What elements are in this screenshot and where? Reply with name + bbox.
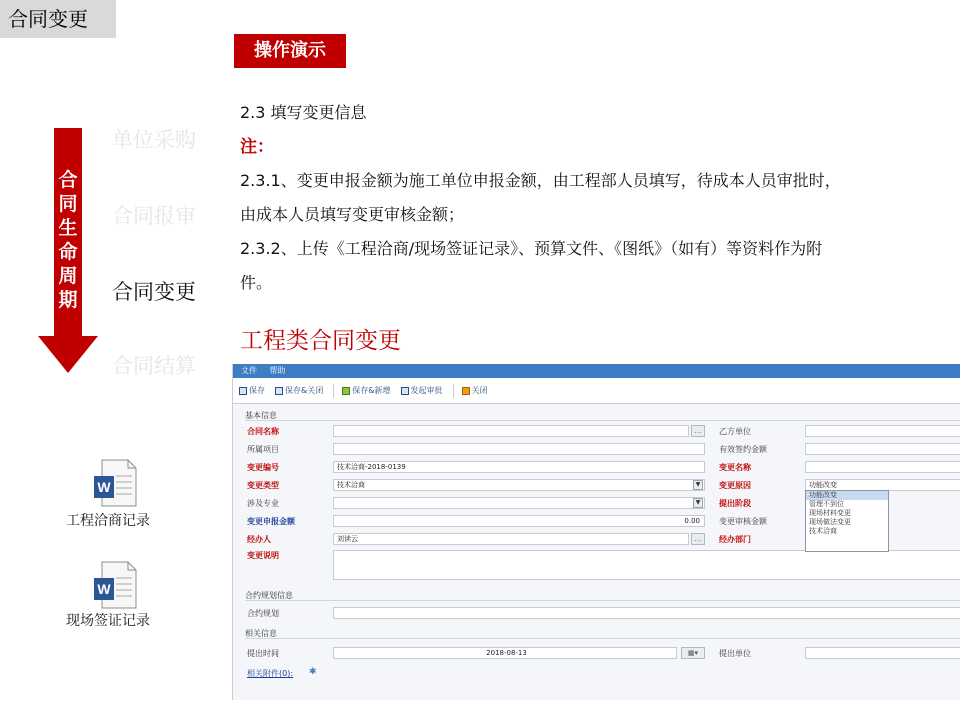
dropdown-option[interactable]: 现场材料变更 bbox=[809, 509, 851, 517]
save-new-icon bbox=[342, 387, 350, 395]
label-specialty: 涉及专业 bbox=[247, 499, 279, 508]
menu-file[interactable]: 文件 bbox=[241, 366, 257, 375]
group-basic-info: 基本信息 bbox=[245, 411, 277, 420]
instruction-line: 件。 bbox=[240, 273, 273, 292]
chevron-down-icon[interactable]: ▼ bbox=[693, 480, 703, 490]
chevron-down-icon[interactable]: ▼ bbox=[693, 498, 703, 508]
lifecycle-label: 合 同 生 命 周 期 bbox=[58, 169, 78, 311]
label-stage: 提出阶段 bbox=[719, 499, 751, 508]
label-plan: 合约规划 bbox=[247, 609, 279, 618]
change-form-window bbox=[232, 364, 960, 700]
svg-text:W: W bbox=[97, 581, 111, 597]
dropdown-option[interactable]: 功能改变 bbox=[806, 491, 888, 500]
label-valid-amount: 有效签约金额 bbox=[719, 445, 767, 454]
doc-caption-negotiation: 工程洽商记录 bbox=[66, 513, 150, 529]
change-name-field[interactable] bbox=[805, 461, 960, 473]
valid-amount-field[interactable] bbox=[805, 443, 960, 455]
stage-purchase: 单位采购 bbox=[112, 128, 196, 152]
attachments-link[interactable]: 相关附件(0): bbox=[247, 669, 294, 678]
change-reason-dropdown bbox=[805, 490, 889, 552]
description-textarea[interactable] bbox=[333, 550, 960, 580]
toolbar-divider bbox=[333, 384, 334, 398]
handler-field[interactable]: 刘读云 bbox=[333, 533, 689, 545]
label-handler: 经办人 bbox=[247, 535, 271, 544]
label-proposed-time: 提出时间 bbox=[247, 649, 279, 658]
save-icon bbox=[239, 387, 247, 395]
change-reason-select[interactable]: 功能改变 bbox=[805, 479, 960, 491]
dropdown-option[interactable]: 现场做法变更 bbox=[809, 518, 851, 526]
approval-icon bbox=[401, 387, 409, 395]
close-icon bbox=[462, 387, 470, 395]
instruction-line: 由成本人员填写变更审核金额； bbox=[240, 205, 465, 224]
group-divider bbox=[245, 600, 960, 601]
label-change-name: 变更名称 bbox=[719, 463, 751, 472]
calendar-icon[interactable]: ▦▾ bbox=[681, 647, 705, 659]
label-change-reason: 变更原因 bbox=[719, 481, 751, 490]
user-picker-icon[interactable]: … bbox=[691, 533, 705, 545]
start-approval-button[interactable]: 发起审批 bbox=[401, 385, 443, 396]
label-change-type: 变更类型 bbox=[247, 481, 279, 490]
plan-field[interactable] bbox=[333, 607, 960, 619]
note-label: 注： bbox=[240, 137, 274, 157]
instruction-line: 2.3.1、变更申报金额为施工单位申报金额，由工程部人员填写，待成本人员审批时， bbox=[240, 171, 841, 190]
label-contract-name: 合同名称 bbox=[247, 427, 279, 436]
group-plan-info: 合约规划信息 bbox=[245, 591, 293, 600]
label-review-amount: 变更审核金额 bbox=[719, 517, 767, 526]
contract-picker-icon[interactable]: … bbox=[691, 425, 705, 437]
toolbar-divider bbox=[453, 384, 454, 398]
instruction-line: 2.3.2、上传《工程洽商/现场签证记录》、预算文件、《图纸》（如有）等资料作为附 bbox=[240, 239, 823, 258]
instructions-heading: 2.3 填写变更信息 bbox=[240, 103, 367, 122]
group-divider bbox=[245, 420, 960, 421]
label-change-no: 变更编号 bbox=[247, 463, 279, 472]
contract-name-field[interactable] bbox=[333, 425, 689, 437]
save-close-icon bbox=[275, 387, 283, 395]
dropdown-option[interactable]: 技术洽商 bbox=[809, 527, 837, 535]
stage-review: 合同报审 bbox=[112, 204, 196, 228]
change-type-select[interactable]: 技术洽商 bbox=[333, 479, 705, 491]
word-doc-icon bbox=[92, 560, 138, 610]
proposed-unit-field[interactable] bbox=[805, 647, 960, 659]
party-b-field[interactable] bbox=[805, 425, 960, 437]
label-description: 变更说明 bbox=[247, 551, 279, 560]
dropdown-option[interactable]: 管理不到位 bbox=[809, 500, 844, 508]
word-doc-icon bbox=[92, 458, 138, 508]
change-no-field[interactable]: 技术洽商-2018-0139 bbox=[333, 461, 705, 473]
corner-title: 合同变更 bbox=[0, 0, 116, 38]
save-close-button[interactable]: 保存&关闭 bbox=[275, 385, 323, 396]
label-proposed-unit: 提出单位 bbox=[719, 649, 751, 658]
label-declared-amount: 变更申报金额 bbox=[247, 517, 295, 526]
declared-amount-field[interactable]: 0.00 bbox=[333, 515, 705, 527]
demo-badge: 操作演示 bbox=[234, 34, 346, 68]
group-related-info: 相关信息 bbox=[245, 629, 277, 638]
label-project: 所属项目 bbox=[247, 445, 279, 454]
save-new-button[interactable]: 保存&新增 bbox=[342, 385, 390, 396]
doc-caption-site-visa: 现场签证记录 bbox=[66, 613, 150, 629]
close-button[interactable]: 关闭 bbox=[462, 385, 488, 396]
menu-help[interactable]: 帮助 bbox=[269, 366, 286, 375]
group-divider bbox=[245, 638, 960, 639]
label-party-b: 乙方单位 bbox=[719, 427, 751, 436]
stage-change: 合同变更 bbox=[112, 280, 196, 304]
specialty-select[interactable] bbox=[333, 497, 705, 509]
toolbar bbox=[233, 378, 960, 404]
section-title: 工程类合同变更 bbox=[240, 328, 401, 354]
save-button[interactable]: 保存 bbox=[239, 385, 265, 396]
proposed-time-field[interactable]: 2018-08-13 bbox=[333, 647, 677, 659]
attachment-add-icon[interactable]: ✱ bbox=[309, 667, 317, 677]
project-field[interactable] bbox=[333, 443, 705, 455]
label-dept: 经办部门 bbox=[719, 535, 751, 544]
menu-bar bbox=[233, 364, 960, 378]
instructions bbox=[240, 96, 952, 300]
svg-text:W: W bbox=[97, 479, 111, 495]
stage-settlement: 合同结算 bbox=[112, 354, 196, 378]
